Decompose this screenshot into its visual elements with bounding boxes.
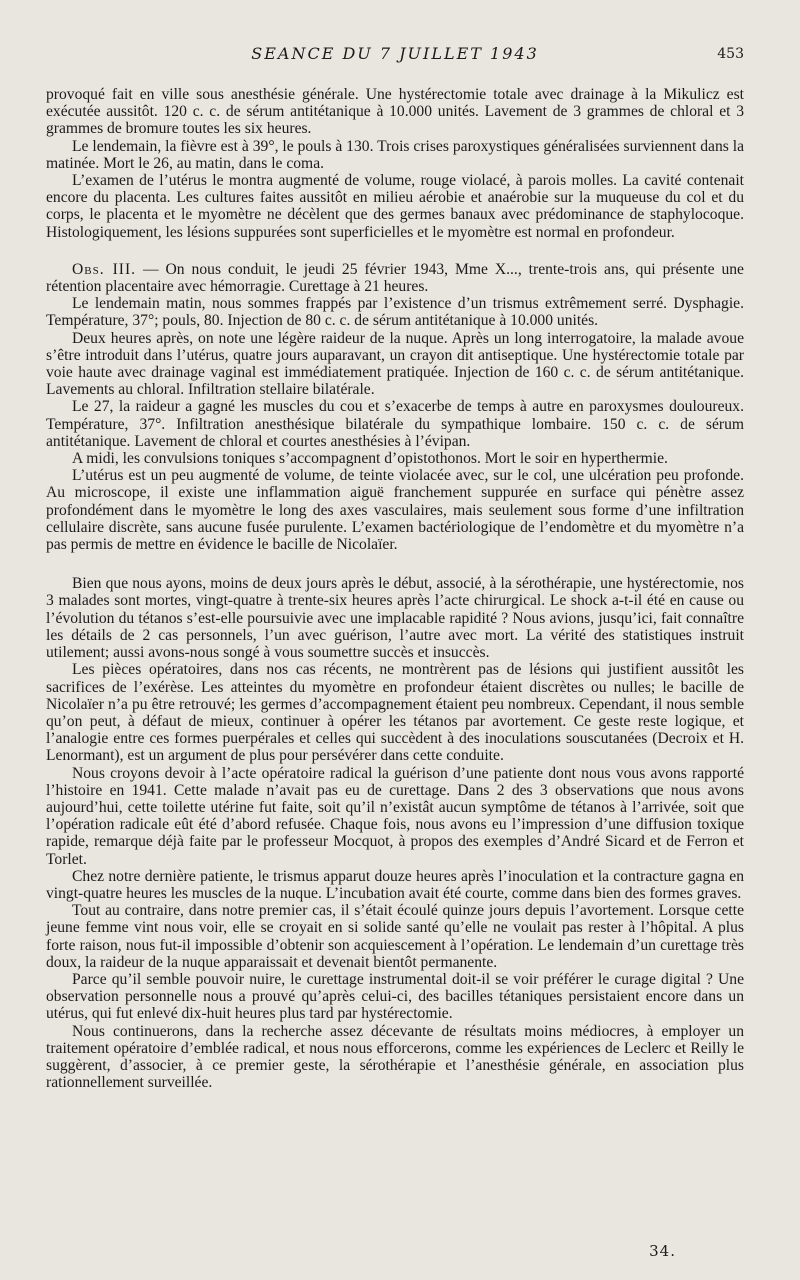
paragraph-16: Nous continuerons, dans la recherche assez décevante de résultats moins médiocres, à employer un traitement opératoire d’emblée radical, et nous nous efforcerons, comme les expériences de Leclerc et Reilly le suggèrent, d’associer, à ce premier geste, la sérothérapie et l’anesthésie générale, en association plus rationnellement surveillée.	[46, 1022, 744, 1092]
paragraph-12: Nous croyons devoir à l’acte opératoire radical la guérison d’une patiente dont nous vous avons rapporté l’histoire en 1941. Cette malade n’avait pas eu de curettage. Dans 2 des 3 observations que nous avons aujourd’hui, cette toilette utérine fut faite, soit qu’il n’existât aucun symptôme de tétanos à l’arrivée, soit que l’opération radicale eût été d’abord refusée. Chaque fois, nous avons eu l’impression d’une diffusion toxique rapide, remarque déjà faite par le professeur Mocquot, à propos des exemples d’André Sicard et de Ferron et Torlet.	[46, 764, 744, 868]
page-number: 453	[717, 46, 744, 62]
paragraph-15: Parce qu’il semble pouvoir nuire, le curettage instrumental doit-il se voir préférer le curage digital ? Une observation personnelle nous a prouvé qu’après celui-ci, des bacilles tétaniques persistaient encore dans un utérus, qui fut enlevé dix-huit heures plus tard par hystérectomie.	[46, 970, 744, 1023]
observation-label: Obs. III.	[72, 260, 137, 278]
paragraph-9: L’utérus est un peu augmenté de volume, de teinte violacée avec, sur le col, une ulcération peu profonde. Au microscope, il existe une inflammation aiguë franchement suppurée en surface qui pénètre assez profondément dans le myomètre le long des axes vasculaires, mais seulement sous forme d’une infiltration cellulaire discrète, sans aucune fusée purulente. L’examen bactériologique de l’endomètre et du myomètre n’a pas permis de mettre en évidence le bacille de Nicolaïer.	[46, 467, 744, 554]
paragraph-11: Les pièces opératoires, dans nos cas récents, ne montrèrent pas de lésions qui justifient aussitôt les sacrifices de l’exérèse. Les atteintes du myomètre en profondeur étaient discrètes ou nulles; le bacille de Nicolaïer n’a pu être retrouvé; les germes d’accompagnement étaient peu nombreux. Cependant, il nous semble qu’on peut, à défaut de mieux, continuer à opérer les tétanos par avortement. Ce geste reste logique, et l’analogie entre ces formes puerpérales et celles qui succèdent à des inoculations souscutanées (Decroix et H. Lenormant), est un argument de plus pour persévérer dans cette conduite.	[46, 661, 744, 765]
page-title: SEANCE DU 7 JUILLET 1943	[251, 44, 539, 63]
running-head	[46, 44, 744, 68]
paragraph-14: Tout au contraire, dans notre premier cas, il s’était écoulé quinze jours depuis l’avortement. Lorsque cette jeune femme vint nous voir, elle se croyait en si solide santé qu’elle ne voulait pas rester à l’hôpital. A plus forte raison, nous fut-il impossible d’obtenir son acquiescement à l’opération. Le lendemain d’un curettage très doux, la raideur de la nuque apparaissait et devenait bientôt permanente.	[46, 902, 744, 971]
observation-3-intro	[46, 261, 744, 295]
paragraph-10: Bien que nous ayons, moins de deux jours après le début, associé, à la sérothérapie, une hystérectomie, nos 3 malades sont mortes, vingt-quatre à trente-six heures après l’acte chirurgical. Le shock a-t-il été en cause ou l’évolution du tétanos s’est-elle poursuivie avec une implacable rapidité ? Nous avions, jusqu’ici, fait connaître les détails de 2 cas personnels, l’un avec guérison, l’autre avec mort. La vérité des statistiques instruit utilement; aussi avons-nous songé à vous soumettre succès et insuccès.	[46, 575, 744, 662]
paragraph-1: provoqué fait en ville sous anesthésie générale. Une hystérectomie totale avec drainage à la Mikulicz est exécutée aussitôt. 120 c. c. de sérum antitétanique à 10.000 unités. Lavement de 3 grammes de chloral et 3 grammes de bromure toutes les six heures.	[46, 86, 744, 138]
section-spacer	[46, 241, 744, 261]
paragraph-6: Deux heures après, on note une légère raideur de la nuque. Après un long interrogatoire, la malade avoue s’être introduit dans l’utérus, quatre jours auparavant, un crayon dit antiseptique. Une hystérectomie totale par voie haute avec drainage vaginal est immédiatement pratiquée. Injection de 160 c. c. de sérum antitétanique. Lavements au chloral. Infiltration stellaire bilatérale.	[46, 329, 744, 399]
paragraph-3: L’examen de l’utérus le montra augmenté de volume, rouge violacé, à parois molles. La cavité contenait encore du placenta. Les cultures faites aussitôt en milieu aérobie et anaérobie sur la muqueuse du col et du corps, le placenta et le myomètre ne décèlent que des germes banaux avec prédominance de staphylocoque. Histologiquement, les lésions suppurées sont superficielles et le myomètre est normal en profondeur.	[46, 172, 744, 241]
paragraph-2: Le lendemain, la fièvre est à 39°, le pouls à 130. Trois crises paroxystiques généralisées surviennent dans la matinée. Mort le 26, au matin, dans le coma.	[46, 137, 744, 172]
paragraph-7: Le 27, la raideur a gagné les muscles du cou et s’exacerbe de temps à autre en paroxysmes douloureux. Température, 37°. Infiltration anesthésique bilatérale du sympathique lombaire. 150 c. c. de sérum antitétanique. Lavement de chloral et courtes anesthésies à l’évipan.	[46, 398, 744, 450]
section-spacer	[46, 553, 744, 575]
paragraph-5: Le lendemain matin, nous sommes frappés par l’existence d’un trismus extrêmement serré. Dysphagie. Température, 37°; pouls, 80. Injection de 80 c. c. de sérum antitétanique à 10.000 unités.	[46, 295, 744, 330]
paragraph-13: Chez notre dernière patiente, le trismus apparut douze heures après l’inoculation et la contracture gagna en vingt-quatre heures les muscles de la nuque. L’incubation avait été courte, comme dans bien des formes graves.	[46, 867, 744, 902]
observation-3-text: — On nous conduit, le jeudi 25 février 1943, Mme X..., trente-trois ans, qui présente une rétention placentaire avec hémorragie. Curettage à 21 heures.	[46, 260, 744, 296]
paragraph-8: A midi, les convulsions toniques s’accompagnent d’opistothonos. Mort le soir en hyperthermie.	[72, 450, 668, 468]
document-body	[46, 86, 744, 1091]
signature-mark: 34.	[649, 1242, 676, 1260]
